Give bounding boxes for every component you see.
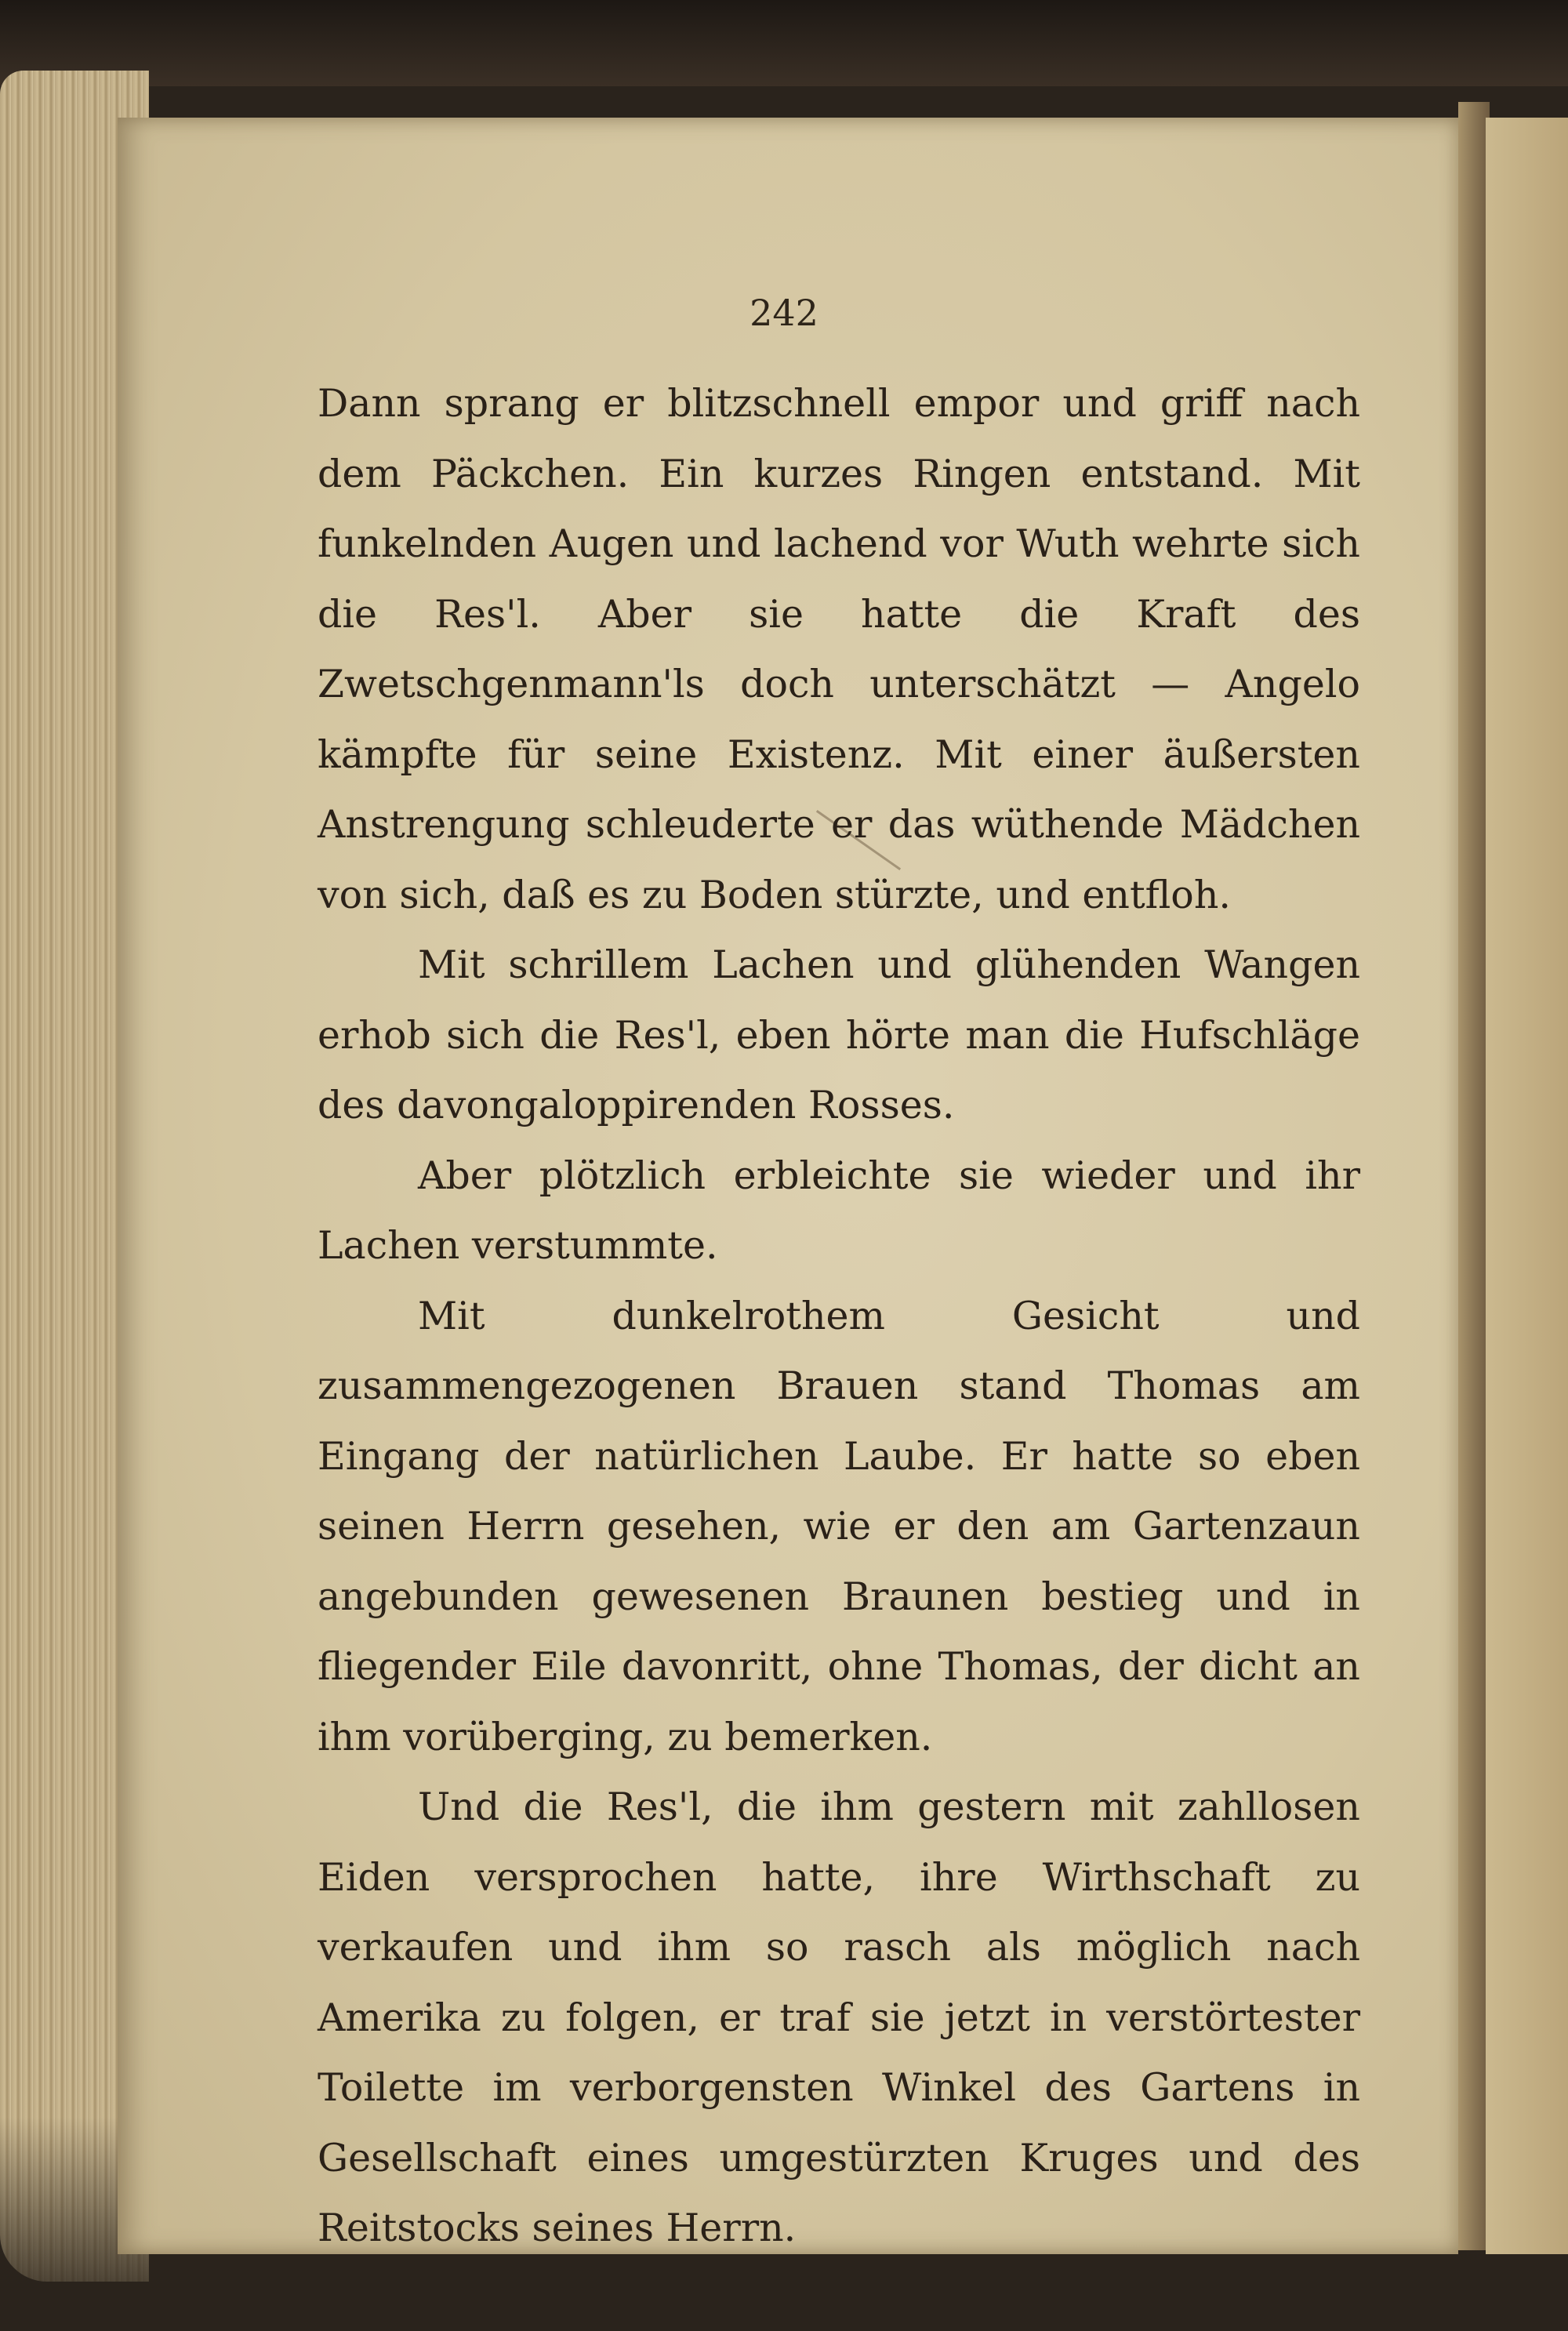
paragraph-3: Aber plötzlich erbleichte sie wieder und ihr Lachen verstummte. [318,1153,1360,1268]
facing-page-edge [1486,118,1568,2254]
book-cover-edge [0,0,1568,86]
paragraph-2: Mit schrillem Lachen und glühenden Wangen erhob sich die Res'l, eben hörte man die Hufschläge des davongaloppirenden Rosses. [318,942,1360,1127]
paragraph-1: Dann sprang er blitzschnell empor und griff nach dem Päckchen. Ein kurzes Ringen entstand. Mit funkelnden Augen und lachend vor Wuth wehrte sich die Res'l. Aber sie hatte die Kraft des Zwetschgenmann'ls doch unterschätzt — Angelo kämpfte für seine Existenz. Mit einer äußersten Anstrengung schleuderte er das wüthende Mädchen von sich, daß es zu Boden stürzte, und entfloh. [318,381,1360,917]
book-gutter [1458,102,1490,2250]
paragraph-5: Und die Res'l, die ihm gestern mit zahllosen Eiden versprochen hatte, ihre Wirthschaft zu verkaufen und ihm so rasch als möglich nach Amerika zu folgen, er traf sie jetzt in verstörtester Toilette im verborgensten Winkel des Gartens in Gesellschaft eines umgestürzten Kruges und des Reitstocks seines Herrn. [318,1785,1360,2250]
paragraph-4: Mit dunkelrothem Gesicht und zusammengezogenen Brauen stand Thomas am Eingang der natürlichen Laube. Er hatte so eben seinen Herrn gesehen, wie er den am Gartenzaun angebunden gewesenen Braunen bestieg und in fliegender Eile davonritt, ohne Thomas, der dicht an ihm vorüberging, zu bemerken. [318,1293,1360,1759]
page-number: 242 [750,292,818,334]
page-text [318,369,1360,2264]
